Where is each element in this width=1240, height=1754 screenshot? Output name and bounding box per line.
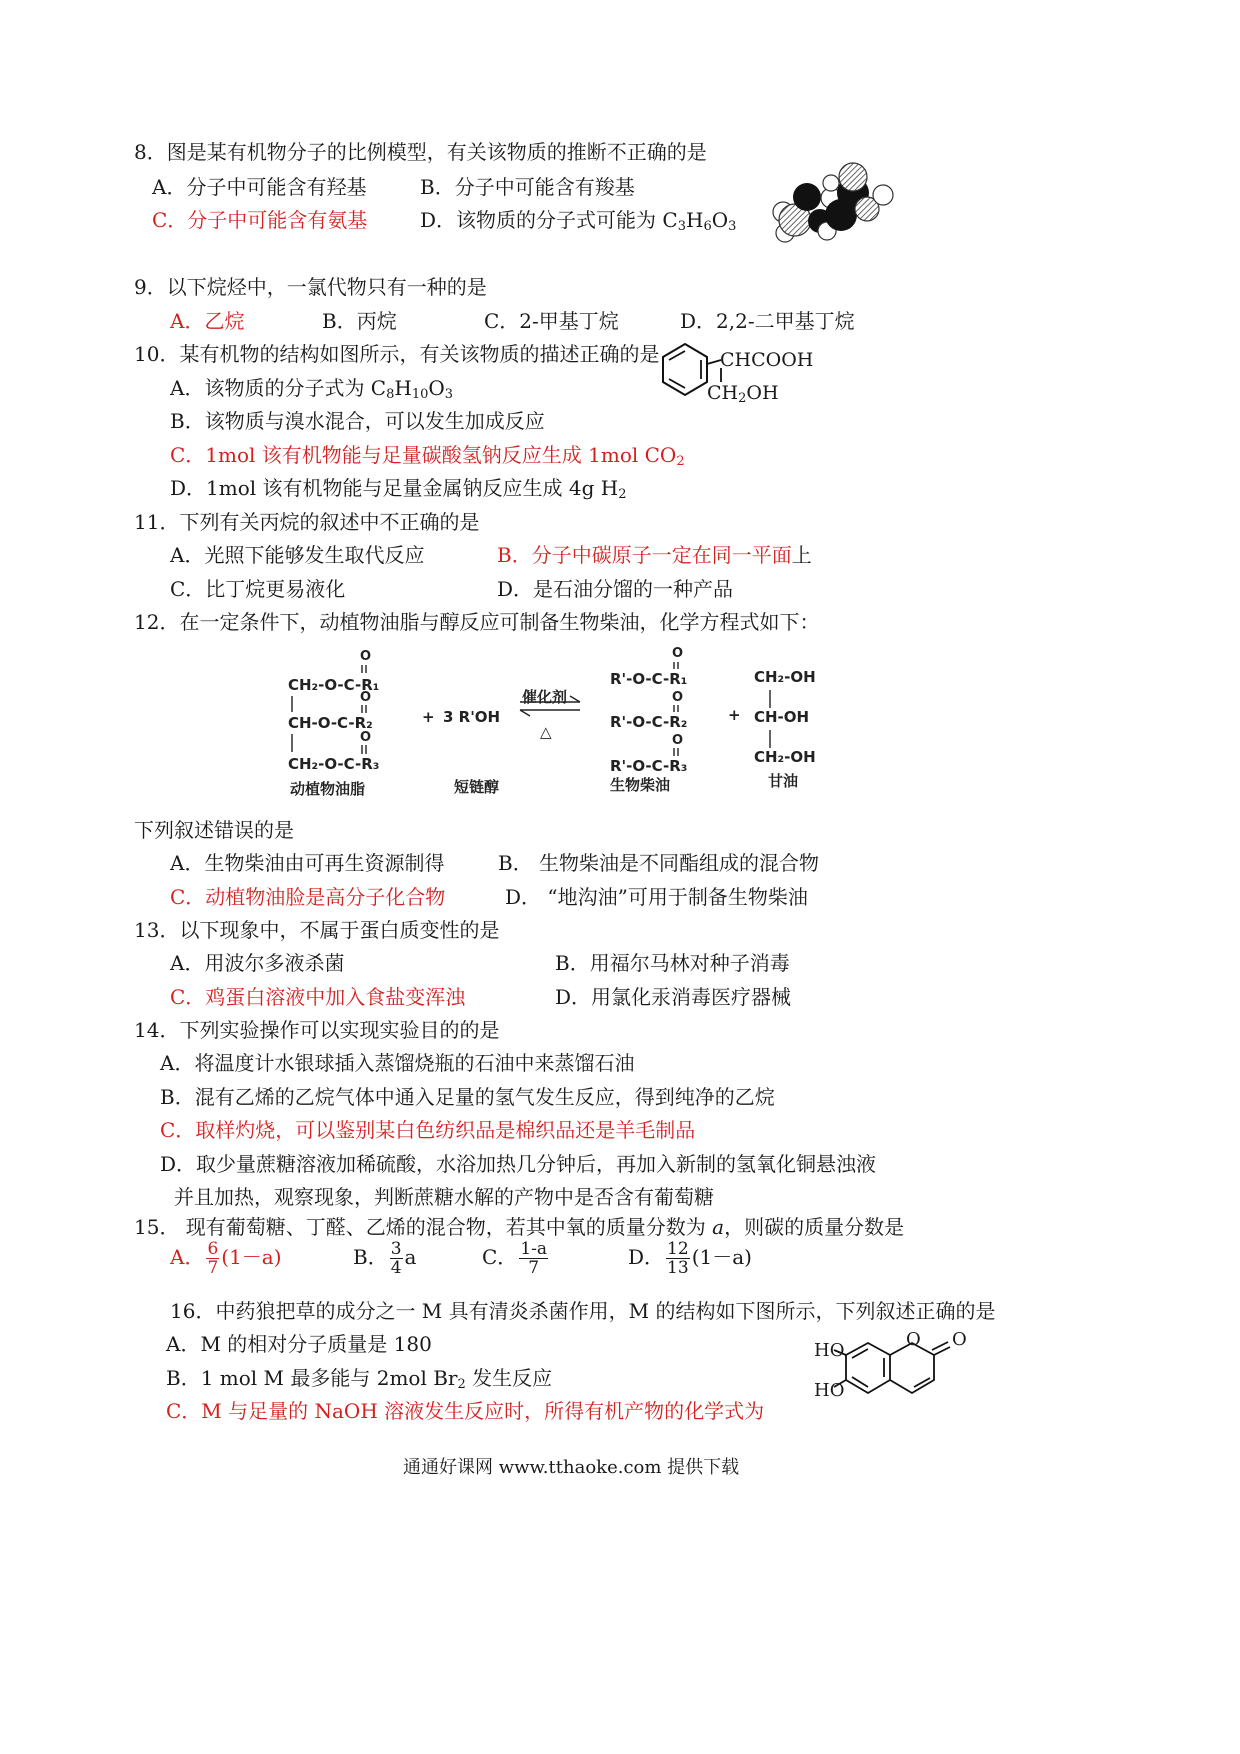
q16-option-b: B．1 mol M 最多能与 2mol $Br_2$ 发生反应 bbox=[166, 1366, 553, 1392]
q16-option-a: A．M 的相对分子质量是 180 bbox=[166, 1332, 432, 1356]
q12-option-c: C．动植物油脸是高分子化合物 bbox=[170, 885, 446, 909]
q12-ester-r1: R'-O-C-R₁ bbox=[610, 670, 688, 688]
q12-ester-o1: O bbox=[672, 646, 684, 661]
page-footer: 通通好课网 www.tthaoke.com 提供下载 bbox=[403, 1457, 740, 1478]
q14-option-b: B．混有乙烯的乙烷气体中通入足量的氢气发生反应，得到纯净的乙烷 bbox=[160, 1085, 775, 1109]
q11-option-a: A．光照下能够发生取代反应 bbox=[170, 543, 425, 567]
q11-option-c: C．比丁烷更易液化 bbox=[170, 577, 346, 601]
q9-stem: 9．以下烷烃中，一氯代物只有一种的是 bbox=[134, 275, 487, 299]
q15-option-a: A． $\frac{6}{7}$ (1－a) bbox=[170, 1239, 282, 1278]
q12-fat-o1: O bbox=[360, 649, 372, 664]
q12-heat: △ bbox=[540, 723, 552, 741]
q12-fat-o2: O bbox=[360, 690, 372, 705]
q8-ball-model-icon bbox=[765, 155, 900, 245]
q10-stem: 10．某有机物的结构如图所示，有关该物质的描述正确的是 bbox=[134, 342, 660, 366]
q15-option-c: C． $\frac{1-a}{7}$ bbox=[482, 1239, 548, 1278]
q9-option-c: C．2-甲基丁烷 bbox=[484, 309, 619, 333]
q12-option-d: D． “地沟油”可用于制备生物柴油 bbox=[505, 885, 808, 909]
q10-option-a: A．该物质的分子式为 $C_8H_{10}O_3$ bbox=[170, 376, 454, 402]
q14-option-d-line2: 并且加热，观察现象，判断蔗糖水解的产物中是否含有葡萄糖 bbox=[174, 1185, 714, 1209]
q12-gly-3: CH₂-OH bbox=[754, 748, 816, 766]
q14-option-a: A．将温度计水银球插入蒸馏烧瓶的石油中来蒸馏石油 bbox=[160, 1051, 635, 1075]
q16-struct-ho2: HO bbox=[814, 1380, 845, 1401]
q12-plus-1: + bbox=[422, 708, 435, 726]
q8-stem: 8．图是某有机物分子的比例模型，有关该物质的推断不正确的是 bbox=[134, 140, 707, 164]
q12-reagent: 3 R'OH bbox=[443, 708, 501, 726]
q13-option-b: B．用福尔马林对种子消毒 bbox=[555, 951, 790, 975]
q12-label-fat: 动植物油脂 bbox=[290, 780, 366, 798]
q10-struct-chcooh: CHCOOH bbox=[720, 349, 814, 371]
q8-option-b: B．分子中可能含有羧基 bbox=[420, 175, 635, 199]
q12-stem: 12．在一定条件下，动植物油脂与醇反应可制备生物柴油，化学方程式如下： bbox=[134, 610, 820, 634]
q8-option-d: D．该物质的分子式可能为 $C_3H_6O_3$ bbox=[420, 208, 737, 234]
q12-catalyst: 催化剂 bbox=[522, 688, 568, 706]
q14-option-d-line1: D．取少量蔗糖溶液加稀硫酸，水浴加热几分钟后，再加入新制的氢氧化铜悬浊液 bbox=[160, 1152, 877, 1176]
q12-label-alcohol: 短链醇 bbox=[454, 778, 500, 796]
q12-label-glycerol: 甘油 bbox=[768, 772, 799, 790]
q13-stem: 13．以下现象中，不属于蛋白质变性的是 bbox=[134, 918, 500, 942]
q12-ester-r3: R'-O-C-R₃ bbox=[610, 757, 688, 775]
q12-sub-stem: 下列叙述错误的是 bbox=[134, 818, 294, 842]
q13-option-c: C．鸡蛋白溶液中加入食盐变浑浊 bbox=[170, 985, 466, 1009]
q12-label-biodiesel: 生物柴油 bbox=[610, 776, 671, 794]
q12-ester-r2: R'-O-C-R₂ bbox=[610, 713, 688, 731]
q14-stem: 14．下列实验操作可以实现实验目的的是 bbox=[134, 1018, 500, 1042]
q11-option-b: B．分子中碳原子一定在同一平面上 bbox=[497, 543, 812, 567]
q10-option-b: B．该物质与溴水混合，可以发生加成反应 bbox=[170, 409, 545, 433]
q12-equation-bonds bbox=[280, 640, 840, 780]
q11-stem: 11．下列有关丙烷的叙述中不正确的是 bbox=[134, 510, 480, 534]
q9-option-b: B．丙烷 bbox=[322, 309, 397, 333]
q13-option-a: A．用波尔多液杀菌 bbox=[170, 951, 345, 975]
q10-option-c: C．1mol 该有机物能与足量碳酸氢钠反应生成 1mol $CO_2$ bbox=[170, 443, 685, 469]
q8-option-c: C．分子中可能含有氨基 bbox=[152, 208, 368, 232]
q15-option-d: D． $\frac{12}{13}$ (1－a) bbox=[628, 1239, 752, 1278]
q10-struct-ch2oh: $CH_2OH$ bbox=[707, 382, 779, 406]
q16-option-c: C．M 与足量的 NaOH 溶液发生反应时，所得有机产物的化学式为 bbox=[166, 1399, 765, 1423]
q9-option-d: D．2,2-二甲基丁烷 bbox=[680, 309, 855, 333]
q12-ester-o3: O bbox=[672, 733, 684, 748]
q16-struct-ho1: HO bbox=[814, 1340, 845, 1361]
q12-fat-o3: O bbox=[360, 730, 372, 745]
q11-option-d: D．是石油分馏的一种产品 bbox=[497, 577, 734, 601]
q15-stem: 15． 现有葡萄糖、丁醛、乙烯的混合物，若其中氧的质量分数为 a，则碳的质量分数是 bbox=[134, 1215, 905, 1239]
q12-fat-r1: CH₂-O-C-R₁ bbox=[288, 676, 380, 694]
q10-option-d: D．1mol 该有机物能与足量金属钠反应生成 4g $H_2$ bbox=[170, 476, 627, 502]
q12-gly-1: CH₂-OH bbox=[754, 668, 816, 686]
q16-struct-ring-o: O bbox=[906, 1329, 921, 1350]
q8-option-a: A．分子中可能含有羟基 bbox=[152, 175, 367, 199]
q12-plus-2: + bbox=[728, 706, 741, 724]
q16-stem: 16．中药狼把草的成分之一 M 具有清炎杀菌作用，M 的结构如下图所示，下列叙述正确的是 bbox=[170, 1299, 996, 1323]
q12-fat-r3: CH₂-O-C-R₃ bbox=[288, 755, 380, 773]
q16-struct-carbonyl-o: O bbox=[952, 1329, 967, 1350]
q12-option-b: B． 生物柴油是不同酯组成的混合物 bbox=[498, 851, 820, 875]
q15-option-b: B． $\frac{3}{4}$ a bbox=[353, 1239, 417, 1278]
q12-ester-o2: O bbox=[672, 690, 684, 705]
q13-option-d: D．用氯化汞消毒医疗器械 bbox=[555, 985, 792, 1009]
q12-option-a: A．生物柴油由可再生资源制得 bbox=[170, 851, 445, 875]
q9-option-a: A．乙烷 bbox=[170, 309, 245, 333]
q14-option-c: C．取样灼烧，可以鉴别某白色纺织品是棉织品还是羊毛制品 bbox=[160, 1118, 696, 1142]
q12-gly-2: CH-OH bbox=[754, 708, 810, 726]
q12-fat-r2: CH-O-C-R₂ bbox=[288, 714, 373, 732]
